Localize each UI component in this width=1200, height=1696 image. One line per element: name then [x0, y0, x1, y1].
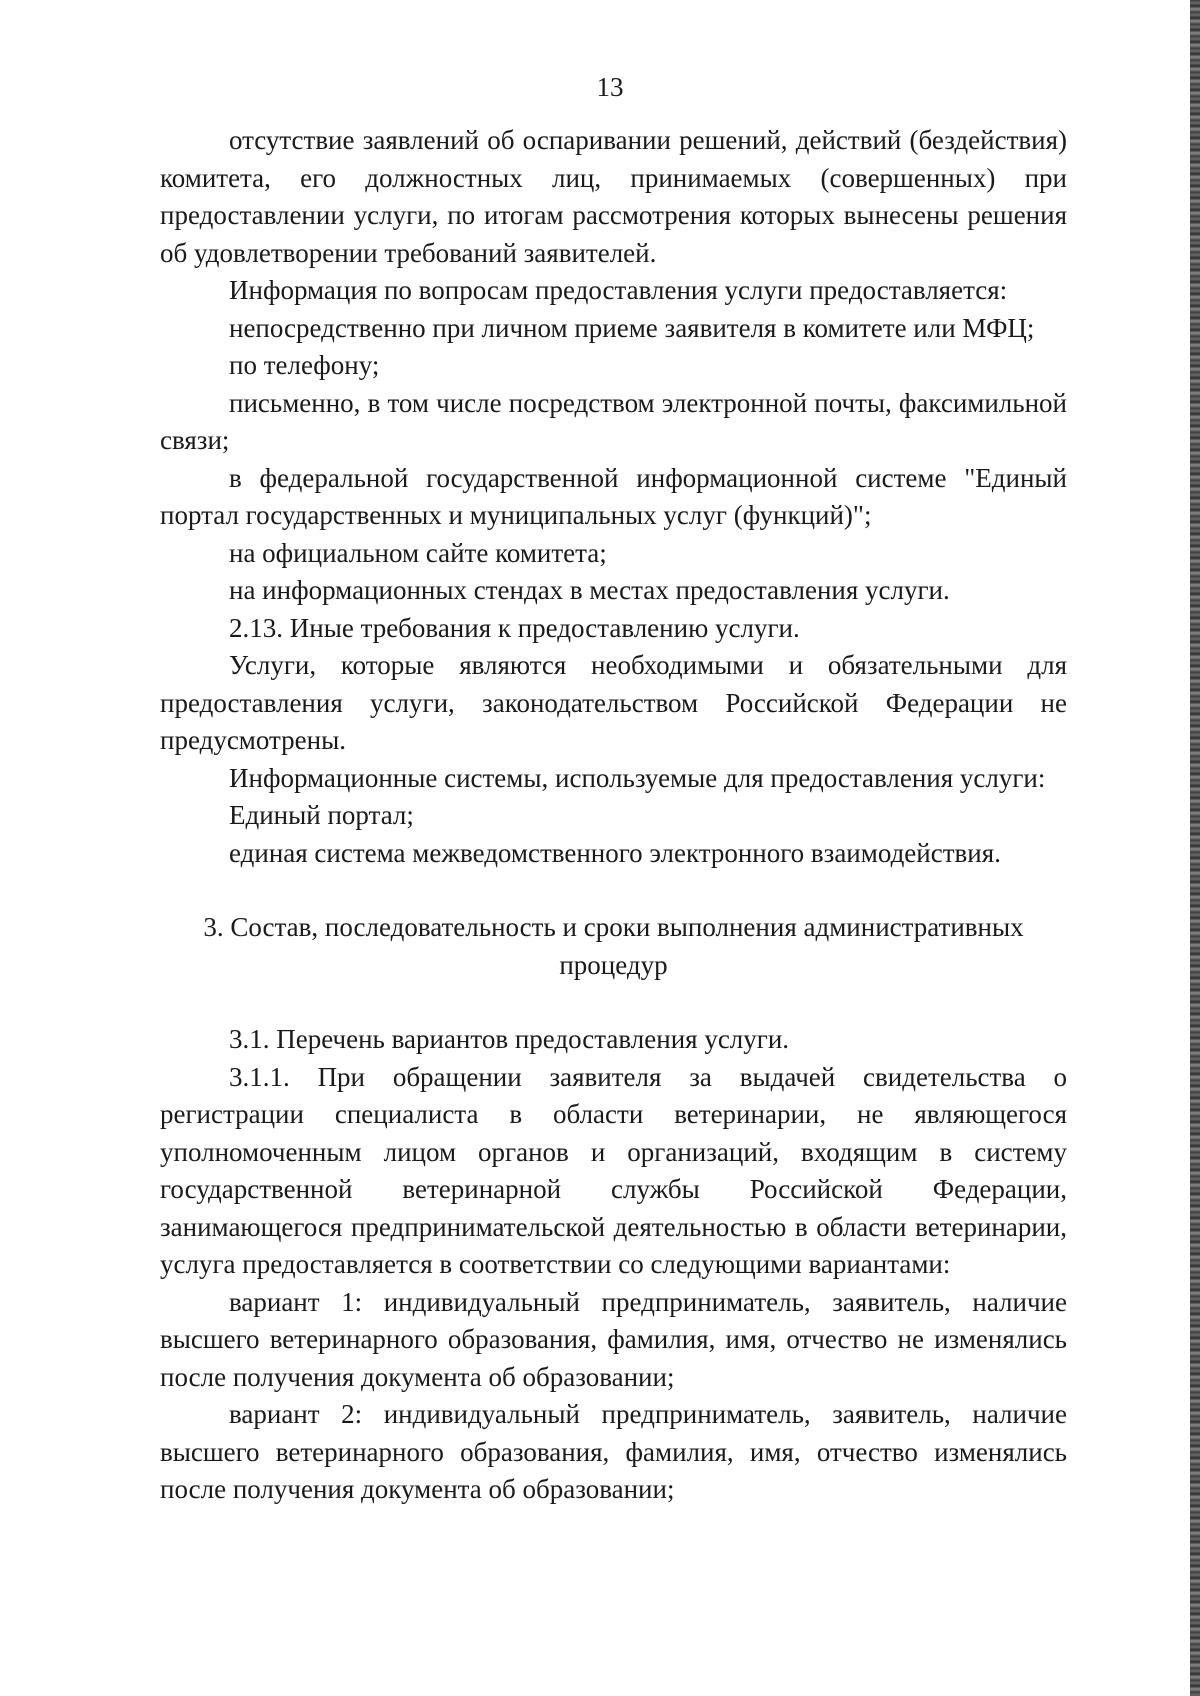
scan-edge-decoration — [1190, 0, 1200, 1696]
paragraph-1: отсутствие заявлений об оспаривании решений, действий (бездействия) комитета, его должностных лиц, принимаемых (совершенных) при предоставлении услуги, по итогам рассмотрения которых вынесены решения об удовлетворении требований заявителей. — [160, 125, 1067, 268]
paragraph-3: непосредственно при личном приеме заявителя в комитете или МФЦ; — [229, 312, 1035, 343]
paragraph-2: Информация по вопросам предоставления услуги предоставляется: — [229, 275, 1008, 305]
paragraph-5: письменно, в том числе посредством электронной почты, факсимильной связи; — [160, 387, 1067, 455]
paragraph-4: по телефону; — [229, 350, 380, 380]
section-paragraph-4: вариант 2: индивидуальный предприниматель, заявитель, наличие высшего ветеринарного образования, фамилия, имя, отчество изменялись после получения документа об образовании; — [160, 1399, 1067, 1504]
section-paragraph-1: 3.1. Перечень вариантов предоставления услуги. — [229, 1024, 790, 1054]
section-paragraph-3: вариант 1: индивидуальный предприниматель, заявитель, наличие высшего ветеринарного образования, фамилия, имя, отчество не изменялись после получения документа об образовании; — [160, 1286, 1067, 1392]
page-number: 13 — [596, 72, 624, 102]
paragraph-10: Услуги, которые являются необходимыми и обязательными для предоставления услуги, законодательством Российской Федерации не предусмотрены. — [160, 650, 1067, 755]
paragraph-8: на информационных стендах в местах предоставления услуги. — [229, 575, 950, 605]
paragraph-9: 2.13. Иные требования к предоставлению услуги. — [229, 612, 800, 643]
section-paragraph-2: 3.1.1. При обращении заявителя за выдачей свидетельства о регистрации специалиста в области ветеринарии, не являющегося уполномоченным лицом органов и организаций, входящим в систему государственной ветеринарной службы Российской Федерации, занимающегося предпринимательской деятельностью в области ветеринарии, услуга предоставляется в соответствии со следующими вариантами: — [160, 1061, 1067, 1279]
paragraph-7: на официальном сайте комитета; — [229, 537, 607, 568]
document-body — [160, 122, 1067, 1509]
paragraph-13: единая система межведомственного электронного взаимодействия. — [229, 837, 1001, 868]
paragraph-12: Единый портал; — [229, 800, 414, 830]
paragraph-6: в федеральной государственной информационной системе "Единый портал государственных и муниципальных услуг (функций)"; — [160, 462, 1067, 530]
paragraph-11: Информационные системы, используемые для предоставления услуги: — [229, 762, 1046, 793]
section-heading: 3. Состав, последовательность и сроки выполнения административных процедур — [203, 912, 1024, 980]
